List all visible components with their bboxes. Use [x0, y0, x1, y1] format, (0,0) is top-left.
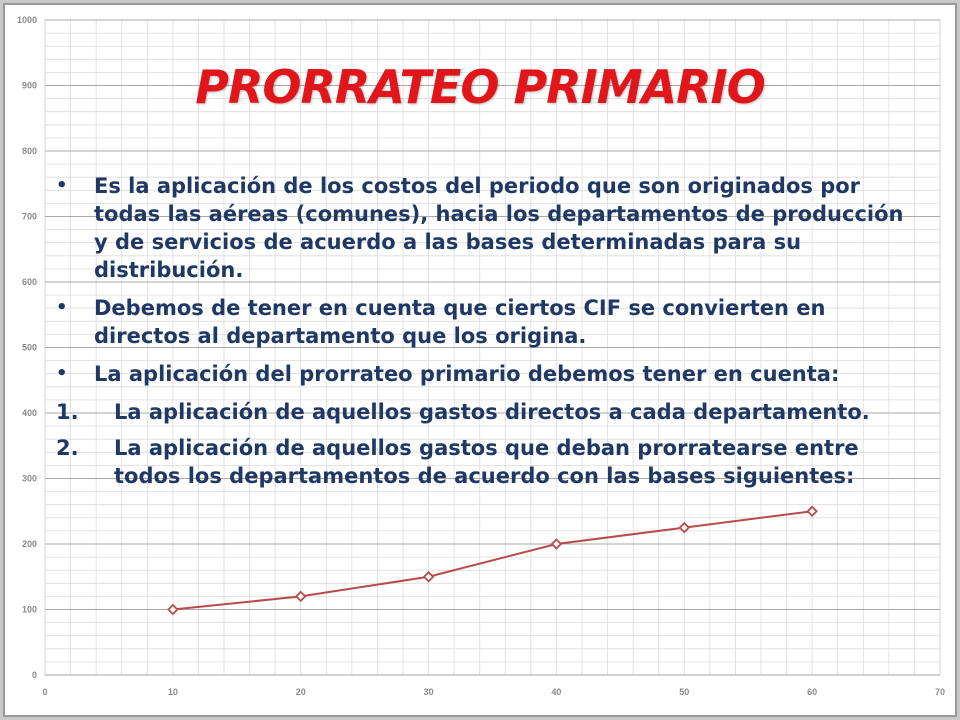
y-tick-label: 900 [21, 80, 37, 91]
x-tick-label: 50 [679, 687, 690, 697]
numbered-text: La aplicación de aquellos gastos que deban prorratearse entre todos los departamentos de acuerdo con las bases siguientes: [114, 436, 859, 488]
x-tick-label: 30 [423, 687, 434, 697]
numbered-item [56, 398, 904, 426]
y-tick-label: 100 [21, 604, 37, 615]
numbered-marker: 2. [56, 436, 79, 460]
x-tick-label: 10 [167, 687, 178, 697]
bullet-text: La aplicación del prorrateo primario debemos tener en cuenta: [94, 362, 840, 386]
bullet-item [56, 294, 904, 350]
bullet-item [56, 172, 904, 284]
bullet-text: Debemos de tener en cuenta que ciertos CIF se convierten en directos al departamento que los origina. [94, 296, 826, 348]
x-tick-label: 20 [295, 687, 306, 697]
x-tick-label: 40 [551, 687, 562, 697]
x-tick-label: 60 [807, 687, 818, 697]
y-tick-label: 700 [21, 211, 37, 222]
numbered-text: La aplicación de aquellos gastos directos a cada departamento. [114, 400, 870, 424]
x-tick-label: 70 [934, 687, 946, 697]
y-tick-label: 1000 [16, 15, 37, 25]
x-tick-label: 0 [42, 687, 48, 697]
bullet-icon: • [56, 297, 68, 318]
numbered-item [56, 434, 904, 490]
y-tick-label: 300 [21, 473, 37, 484]
slide-title: PRORRATEO PRIMARIO [195, 60, 765, 114]
y-tick-label: 200 [21, 539, 37, 549]
y-tick-label: 400 [21, 408, 37, 418]
bullet-icon: • [56, 363, 68, 384]
y-tick-label: 0 [31, 670, 37, 680]
bullet-item [56, 360, 904, 388]
bullet-icon: • [56, 175, 68, 196]
y-tick-label: 500 [21, 342, 37, 353]
y-tick-label: 800 [21, 146, 37, 156]
bullet-text: Es la aplicación de los costos del periodo que son originados por todas las aéreas (comunes), hacia los departamentos de producción y de servicios de acuerdo a las bases determinadas para su distribución. [94, 174, 904, 282]
numbered-marker: 1. [56, 400, 79, 424]
slide-body [56, 172, 904, 498]
y-tick-label: 600 [21, 277, 37, 287]
